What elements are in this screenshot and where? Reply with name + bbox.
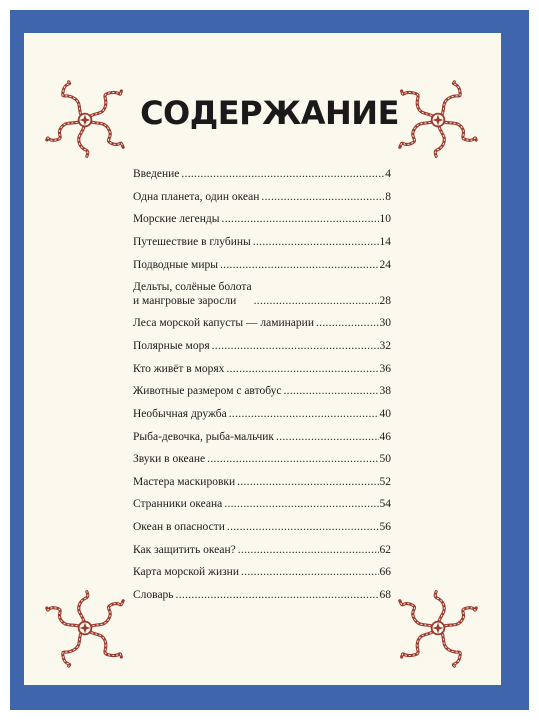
toc-entry-label: Как защитить океан? bbox=[133, 543, 236, 556]
toc-entry[interactable] bbox=[133, 281, 391, 308]
toc-entry[interactable] bbox=[133, 317, 391, 331]
toc-entry-page-number: 10 bbox=[379, 213, 391, 226]
toc-entry[interactable] bbox=[133, 340, 391, 354]
toc-entry-label: Путешествие в глубины bbox=[133, 235, 251, 248]
toc-entry-label: Странники океана bbox=[133, 498, 223, 511]
toc-entry-page-number: 46 bbox=[379, 430, 391, 443]
dot-leader bbox=[237, 476, 378, 490]
toc-entry-page-number: 24 bbox=[379, 258, 391, 271]
dot-leader bbox=[276, 431, 378, 445]
page-title: СОДЕРЖАНИЕ bbox=[140, 94, 399, 132]
toc-entry[interactable] bbox=[133, 453, 391, 467]
toc-entry-label: Необычная дружба bbox=[133, 407, 227, 420]
toc-entry[interactable] bbox=[133, 236, 391, 250]
brittle-star-icon bbox=[45, 588, 125, 668]
dot-leader bbox=[181, 168, 384, 182]
toc-entry-page-number: 14 bbox=[379, 235, 391, 248]
toc-entry-page-number: 8 bbox=[385, 190, 391, 203]
dot-leader bbox=[253, 236, 379, 250]
toc-entry-page-number: 50 bbox=[379, 453, 391, 466]
brittle-star-icon bbox=[398, 588, 478, 668]
toc-entry[interactable] bbox=[133, 168, 391, 182]
toc-entry[interactable] bbox=[133, 498, 391, 512]
dot-leader bbox=[229, 408, 379, 422]
toc-entry-page-number: 32 bbox=[379, 339, 391, 352]
toc-entry-label: Океан в опасности bbox=[133, 521, 225, 534]
dot-leader bbox=[261, 191, 384, 205]
toc-entry-label: Животные размером с автобус bbox=[133, 385, 282, 398]
toc-entry-label: Полярные моря bbox=[133, 339, 210, 352]
toc-entry-page-number: 38 bbox=[379, 385, 391, 398]
dot-leader bbox=[283, 385, 378, 399]
dot-leader bbox=[224, 498, 378, 512]
toc-entry[interactable] bbox=[133, 191, 391, 205]
toc-entry[interactable] bbox=[133, 213, 391, 227]
toc-entry[interactable] bbox=[133, 431, 391, 445]
dot-leader bbox=[207, 453, 378, 467]
toc-entry-page-number: 28 bbox=[379, 294, 391, 307]
toc-entry-page-number: 40 bbox=[379, 407, 391, 420]
dot-leader bbox=[176, 589, 379, 603]
dot-leader bbox=[220, 259, 379, 273]
toc-entry-label: Мастера маскировки bbox=[133, 475, 236, 488]
toc-entry-page-number: 36 bbox=[379, 362, 391, 375]
toc-entry-label: Одна планета, один океан bbox=[133, 190, 260, 203]
toc-entry-page-number: 56 bbox=[379, 521, 391, 534]
dot-leader bbox=[238, 544, 379, 558]
toc-entry-page-number: 4 bbox=[385, 168, 391, 180]
dot-leader bbox=[241, 566, 379, 580]
toc-entry-page-number: 66 bbox=[379, 566, 391, 579]
toc-entry-label: Морские легенды bbox=[133, 213, 220, 226]
toc-entry[interactable] bbox=[133, 544, 391, 558]
toc-entry[interactable] bbox=[133, 589, 391, 603]
toc-entry-label: Карта морской жизни bbox=[133, 566, 239, 579]
dot-leader bbox=[222, 213, 379, 227]
toc-entry-page-number: 68 bbox=[379, 589, 391, 602]
toc-entry-page-number: 30 bbox=[379, 317, 391, 330]
toc-entry-label: Подводные миры bbox=[133, 258, 218, 271]
toc-entry-label: Рыба-девочка, рыба-мальчик bbox=[133, 430, 275, 443]
toc-entry-label: Звуки в океане bbox=[133, 453, 206, 466]
toc-entry-label: Словарь bbox=[133, 589, 174, 602]
toc-entry-label: Кто живёт в морях bbox=[133, 362, 225, 375]
toc-entry-page-number: 54 bbox=[379, 498, 391, 511]
toc-entry[interactable] bbox=[133, 385, 391, 399]
toc-entry[interactable] bbox=[133, 476, 391, 490]
toc-entry-label: Леса морской капусты — ламинарии bbox=[133, 317, 314, 330]
toc-entry[interactable] bbox=[133, 363, 391, 377]
toc-entry[interactable] bbox=[133, 408, 391, 422]
toc-entry-page-number: 52 bbox=[379, 475, 391, 488]
dot-leader bbox=[212, 340, 379, 354]
table-of-contents bbox=[133, 168, 391, 612]
dot-leader bbox=[316, 317, 379, 331]
dot-leader bbox=[254, 295, 379, 309]
dot-leader bbox=[226, 363, 378, 377]
dot-leader bbox=[227, 521, 379, 535]
toc-entry[interactable] bbox=[133, 259, 391, 273]
toc-entry-label: Дельты, солёные болота и мангровые заросли bbox=[133, 281, 252, 307]
toc-entry[interactable] bbox=[133, 521, 391, 535]
toc-entry-label: Введение bbox=[133, 168, 180, 180]
toc-entry[interactable] bbox=[133, 566, 391, 580]
toc-entry-page-number: 62 bbox=[379, 543, 391, 556]
